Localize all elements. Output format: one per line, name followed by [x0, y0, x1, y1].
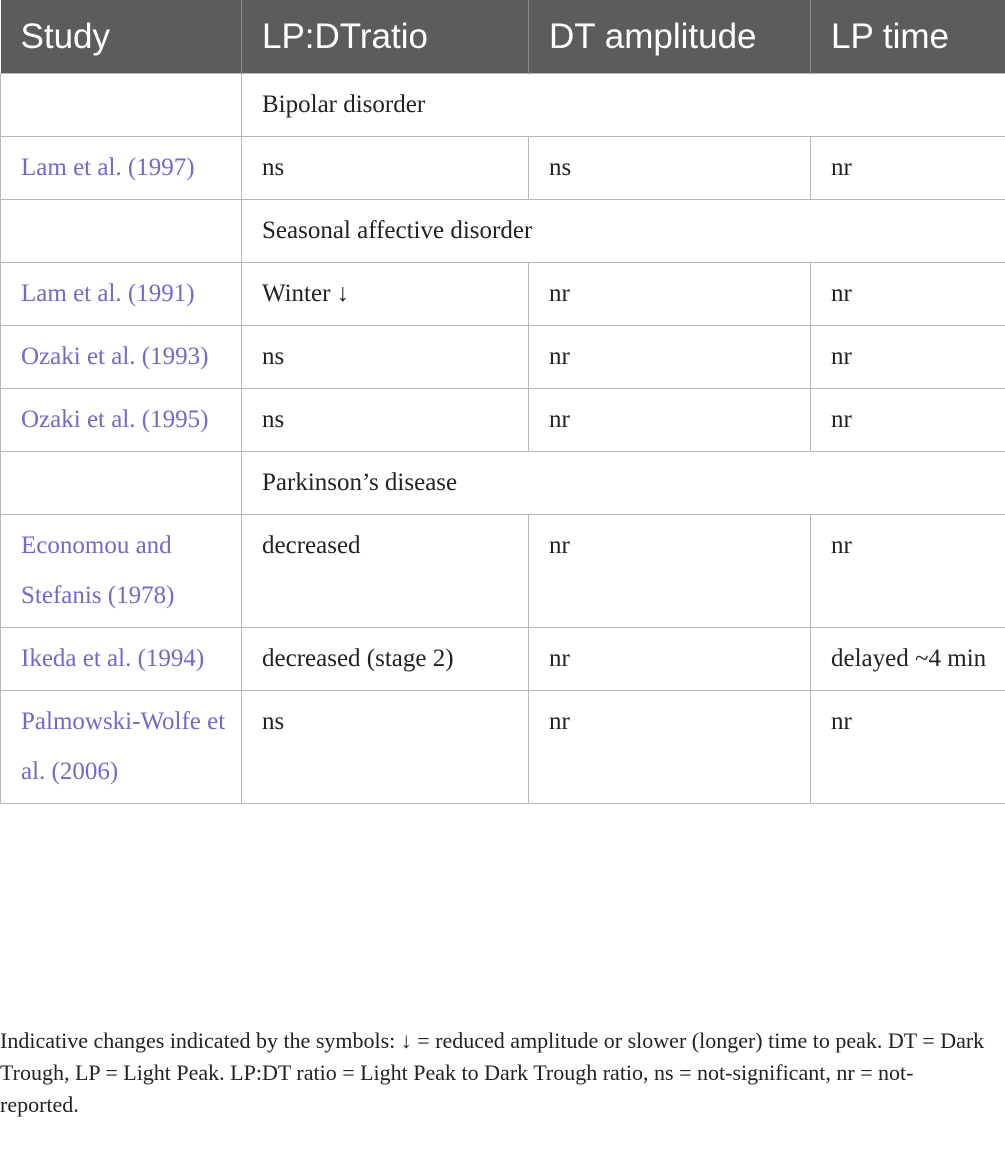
- header-study: Study: [1, 0, 242, 74]
- lp-time-cell: delayed ~4 min: [811, 628, 1005, 691]
- lp-dt-ratio-cell: ns: [242, 137, 529, 200]
- table-row: [1, 691, 1005, 804]
- lp-time-cell: nr: [811, 691, 1005, 804]
- header-lp-time: LP time: [811, 0, 1005, 74]
- section-title: Bipolar disorder: [242, 74, 1005, 137]
- dt-amplitude-cell: ns: [529, 137, 811, 200]
- study-link[interactable]: Lam et al. (1991): [1, 263, 242, 326]
- study-link[interactable]: Economou and Stefanis (1978): [1, 515, 242, 628]
- section-row: [1, 200, 1005, 263]
- study-link[interactable]: Palmowski-Wolfe et al. (2006): [1, 691, 242, 804]
- lp-dt-ratio-cell: decreased: [242, 515, 529, 628]
- study-link[interactable]: Ozaki et al. (1993): [1, 326, 242, 389]
- header-row: [1, 0, 1005, 74]
- dt-amplitude-cell: nr: [529, 389, 811, 452]
- section-row: [1, 452, 1005, 515]
- lp-dt-ratio-cell: decreased (stage 2): [242, 628, 529, 691]
- table-body: [1, 74, 1005, 804]
- lp-dt-ratio-cell: ns: [242, 326, 529, 389]
- lp-time-cell: nr: [811, 389, 1005, 452]
- dt-amplitude-cell: nr: [529, 515, 811, 628]
- lp-dt-ratio-cell: ns: [242, 691, 529, 804]
- lp-time-cell: nr: [811, 137, 1005, 200]
- study-link[interactable]: Ikeda et al. (1994): [1, 628, 242, 691]
- table-row: [1, 263, 1005, 326]
- study-link[interactable]: Ozaki et al. (1995): [1, 389, 242, 452]
- dt-amplitude-cell: nr: [529, 263, 811, 326]
- study-link[interactable]: Lam et al. (1997): [1, 137, 242, 200]
- table-header: [1, 0, 1005, 74]
- section-spacer: [1, 200, 242, 263]
- header-dt-amplitude: DT amplitude: [529, 0, 811, 74]
- lp-dt-ratio-cell: Winter ↓: [242, 263, 529, 326]
- dt-amplitude-cell: nr: [529, 628, 811, 691]
- section-spacer: [1, 74, 242, 137]
- lp-dt-ratio-cell: ns: [242, 389, 529, 452]
- section-title: Seasonal affective disorder: [242, 200, 1005, 263]
- lp-time-cell: nr: [811, 515, 1005, 628]
- table-row: [1, 628, 1005, 691]
- header-lp-dt-ratio: LP:DTratio: [242, 0, 529, 74]
- table-row: [1, 137, 1005, 200]
- section-spacer: [1, 452, 242, 515]
- table-row: [1, 515, 1005, 628]
- table-row: [1, 326, 1005, 389]
- dt-amplitude-cell: nr: [529, 326, 811, 389]
- dt-amplitude-cell: nr: [529, 691, 811, 804]
- section-row: [1, 74, 1005, 137]
- lp-time-cell: nr: [811, 326, 1005, 389]
- table-footnote: Indicative changes indicated by the symbols: ↓ = reduced amplitude or slower (longer) time to peak. DT = Dark Trough, LP = Light Peak. LP:DT ratio = Light Peak to Dark Trough ratio, ns = not-significant, nr = not-reported.: [0, 1028, 985, 1117]
- table-row: [1, 389, 1005, 452]
- section-title: Parkinson’s disease: [242, 452, 1005, 515]
- lp-time-cell: nr: [811, 263, 1005, 326]
